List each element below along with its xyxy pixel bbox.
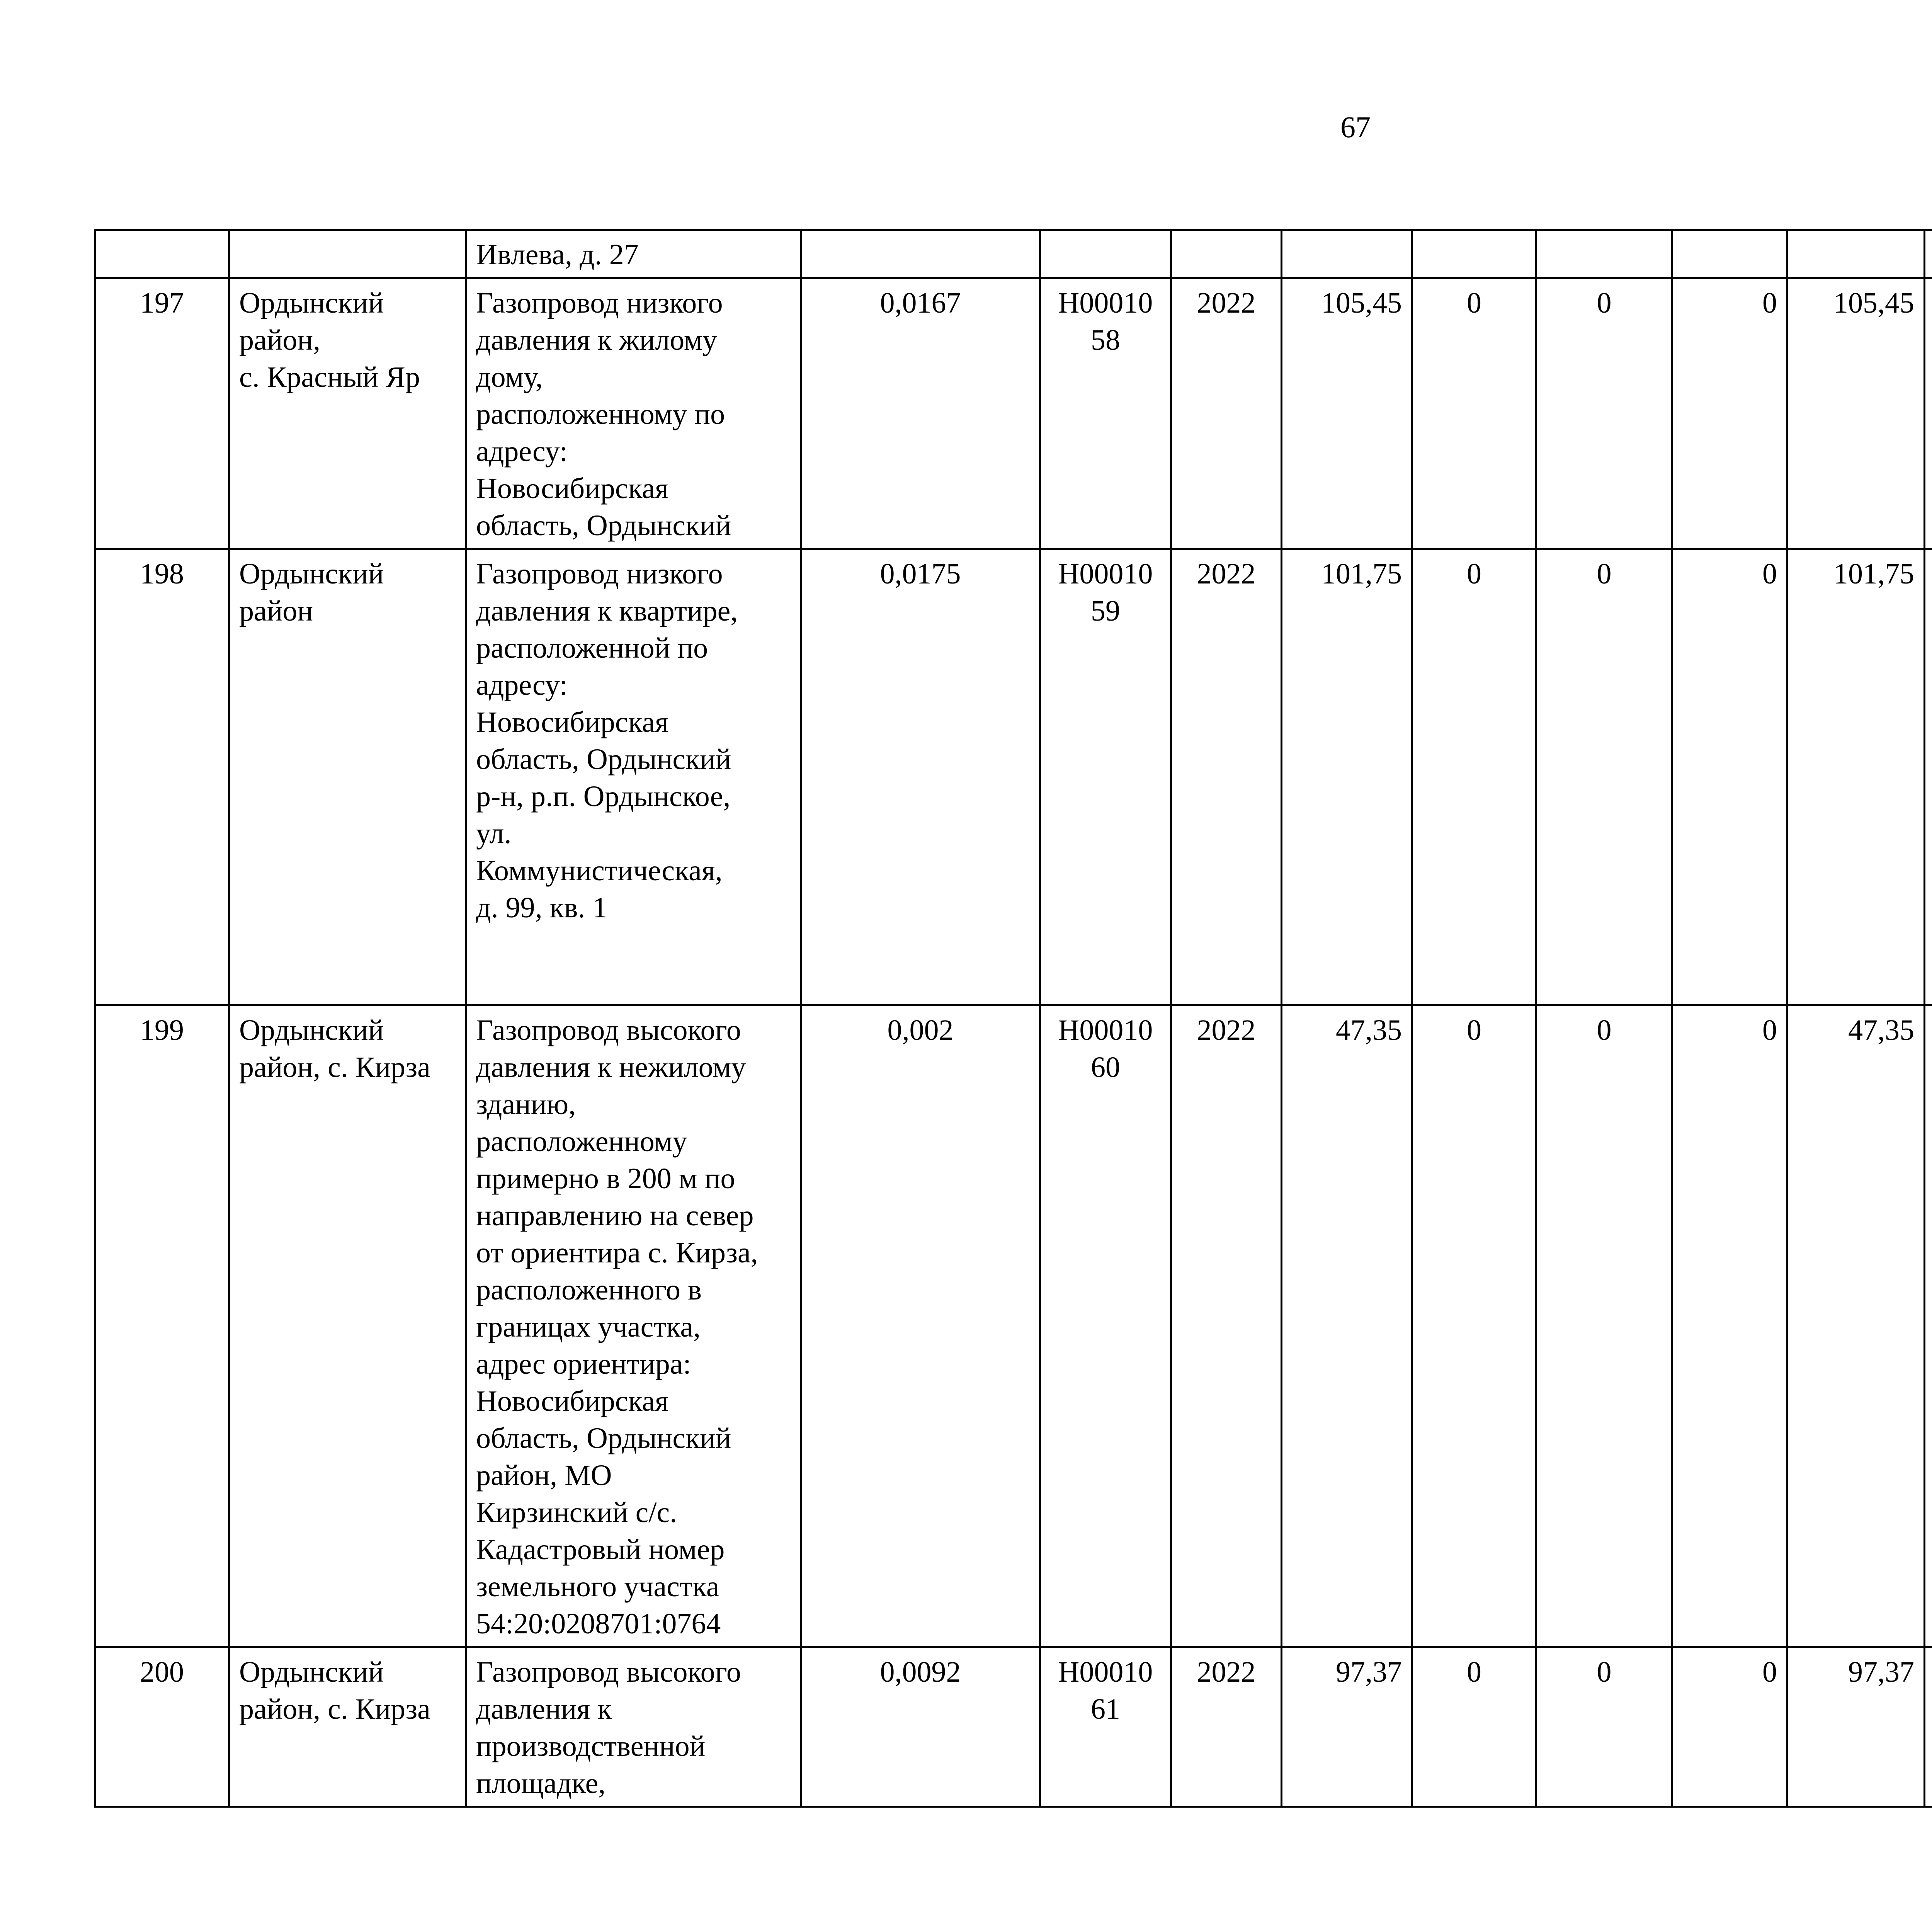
cell-inventory-code <box>1040 230 1171 278</box>
cell-cost-e: 105,45 <box>1787 278 1925 549</box>
cell-cost-total <box>1282 230 1412 278</box>
cell-cost-d: 0 <box>1672 1005 1787 1647</box>
cell-cost-d: 0 <box>1672 1647 1787 1807</box>
cell-length: 0,0175 <box>801 549 1040 1005</box>
cell-cost-b: 0 <box>1412 549 1536 1005</box>
cell-cost-b <box>1412 230 1536 278</box>
cell-cost-c: 0 <box>1536 549 1672 1005</box>
cell-cost-b: 0 <box>1412 1005 1536 1647</box>
cell-cost-c: 0 <box>1536 278 1672 549</box>
cell-cost-total: 101,75 <box>1282 549 1412 1005</box>
cell-location: Ордынский район, с. Кирза <box>229 1647 466 1807</box>
cell-cost-d <box>1672 230 1787 278</box>
cell-cost-d: 0 <box>1672 278 1787 549</box>
cell-object: Газопровод низкого давления к жилому дому, расположенному по адресу: Новосибирская область, Ордынский <box>466 278 801 549</box>
cell-cost-b: 0 <box>1412 278 1536 549</box>
cell-owner <box>1925 1005 1932 1647</box>
cell-cost-e: 47,35 <box>1787 1005 1925 1647</box>
cell-object: Газопровод низкого давления к квартире, расположенной по адресу: Новосибирская область, Ордынский р-н, р.п. Ордынское, ул. Коммунистическая, д. 99, кв. 1 <box>466 549 801 1005</box>
cell-year: 2022 <box>1171 278 1282 549</box>
table-row <box>95 549 1932 1005</box>
cell-no: 199 <box>95 1005 229 1647</box>
cell-cost-b: 0 <box>1412 1647 1536 1807</box>
table-row <box>95 1647 1932 1807</box>
cell-object: Ивлева, д. 27 <box>466 230 801 278</box>
cell-cost-e <box>1787 230 1925 278</box>
cell-location: Ордынский район, с. Красный Яр <box>229 278 466 549</box>
page-number: 67 <box>1340 110 1371 144</box>
cell-no <box>95 230 229 278</box>
cell-owner <box>1925 278 1932 549</box>
cell-length <box>801 230 1040 278</box>
table-row <box>95 278 1932 549</box>
cell-no: 200 <box>95 1647 229 1807</box>
cell-owner <box>1925 230 1932 278</box>
cell-inventory-code: Н00010 61 <box>1040 1647 1171 1807</box>
cell-year <box>1171 230 1282 278</box>
cell-cost-c <box>1536 230 1672 278</box>
cell-location: Ордынский район, с. Кирза <box>229 1005 466 1647</box>
cell-location: Ордынский район <box>229 549 466 1005</box>
cell-cost-total: 97,37 <box>1282 1647 1412 1807</box>
cell-year: 2022 <box>1171 549 1282 1005</box>
table-row <box>95 1005 1932 1647</box>
cell-length: 0,0167 <box>801 278 1040 549</box>
cell-owner <box>1925 549 1932 1005</box>
cell-cost-e: 97,37 <box>1787 1647 1925 1807</box>
cell-inventory-code: Н00010 58 <box>1040 278 1171 549</box>
cell-object: Газопровод высокого давления к производственной площадке, <box>466 1647 801 1807</box>
cell-cost-c: 0 <box>1536 1647 1672 1807</box>
cell-cost-e: 101,75 <box>1787 549 1925 1005</box>
cell-cost-d: 0 <box>1672 549 1787 1005</box>
cell-length: 0,0092 <box>801 1647 1040 1807</box>
cell-no: 198 <box>95 549 229 1005</box>
cell-owner <box>1925 1647 1932 1807</box>
cell-no: 197 <box>95 278 229 549</box>
cell-location <box>229 230 466 278</box>
table-row-continuation <box>95 230 1932 278</box>
cell-cost-total: 105,45 <box>1282 278 1412 549</box>
cell-object: Газопровод высокого давления к нежилому зданию, расположенному примерно в 200 м по направлению на север от ориентира с. Кирза, расположенного в границах участка, адрес ориентира: Новосибирская область, Ордынский район, МО Кирзинский с/с. Кадастровый номер земельного участка 54:20:0208701:0764 <box>466 1005 801 1647</box>
cell-year: 2022 <box>1171 1005 1282 1647</box>
cell-inventory-code: Н00010 60 <box>1040 1005 1171 1647</box>
cell-cost-total: 47,35 <box>1282 1005 1412 1647</box>
cell-length: 0,002 <box>801 1005 1040 1647</box>
cell-inventory-code: Н00010 59 <box>1040 549 1171 1005</box>
gas-pipeline-registry-table <box>94 229 1932 1808</box>
cell-cost-c: 0 <box>1536 1005 1672 1647</box>
cell-year: 2022 <box>1171 1647 1282 1807</box>
